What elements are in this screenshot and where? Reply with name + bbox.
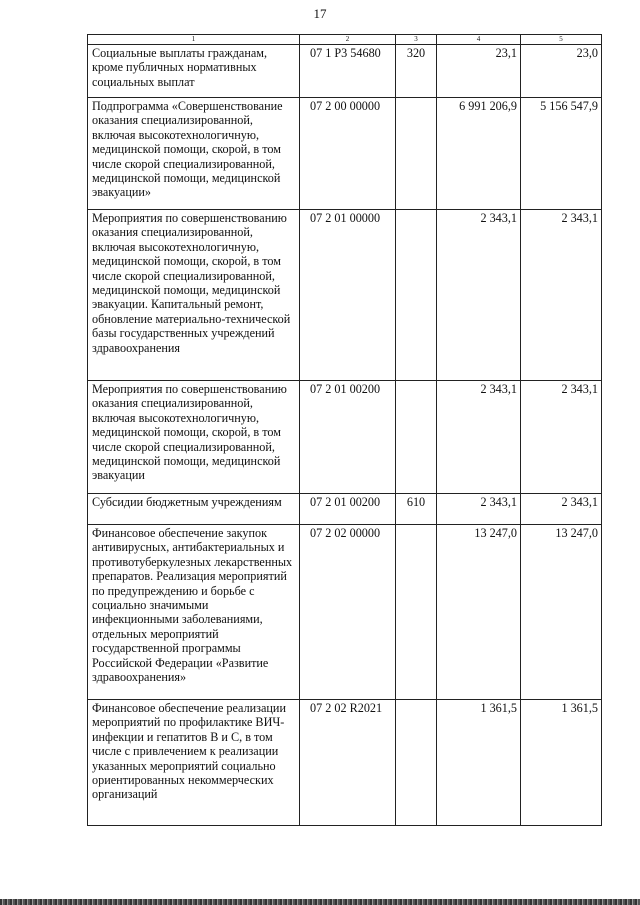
row-name: Финансовое обеспечение закупок антивирусных, антибактериальных и противотуберкулезных лекарственных препаратов. Реализация мероприятий по предупреждению и борьбе с социально значимыми инфекционными заболеваниями, отдельных мероприятий государственной программы Российской Федерации «Развитие здравоохранения» [88,525,300,700]
table-row [88,494,602,525]
row-expense-type: 320 [396,45,437,98]
row-value-1: 2 343,1 [437,494,521,525]
row-value-2: 2 343,1 [521,381,602,494]
header-col-5: 5 [521,35,602,45]
header-col-3: 3 [396,35,437,45]
row-value-2: 5 156 547,9 [521,98,602,210]
row-expense-type: 610 [396,494,437,525]
row-name: Социальные выплаты гражданам, кроме публичных нормативных социальных выплат [88,45,300,98]
budget-table [87,34,602,826]
table-row [88,381,602,494]
row-code: 07 2 01 00000 [300,210,396,381]
table-row [88,700,602,826]
row-value-2: 1 361,5 [521,700,602,826]
row-code: 07 2 01 00200 [300,381,396,494]
row-code: 07 1 P3 54680 [300,45,396,98]
row-name: Субсидии бюджетным учреждениям [88,494,300,525]
scan-edge-artifact [0,899,640,905]
row-expense-type [396,700,437,826]
row-expense-type [396,525,437,700]
table-row [88,525,602,700]
row-value-1: 6 991 206,9 [437,98,521,210]
row-value-2: 13 247,0 [521,525,602,700]
row-code: 07 2 02 00000 [300,525,396,700]
row-code: 07 2 02 R2021 [300,700,396,826]
table-row [88,45,602,98]
page-number: 17 [313,6,327,21]
header-row [88,35,602,45]
row-name: Мероприятия по совершенствованию оказания специализированной, включая высокотехнологичную, медицинской помощи, скорой, в том числе скорой специализированной, медицинской помощи, медицинской эвакуации [88,381,300,494]
row-value-1: 2 343,1 [437,381,521,494]
row-name: Мероприятия по совершенствованию оказания специализированной, включая высокотехнологичную, медицинской помощи, скорой, в том числе скорой специализированной, медицинской помощи, медицинской эвакуации. Капитальный ремонт, обновление материально-технической базы государственных учреждений здравоохранения [88,210,300,381]
row-value-1: 1 361,5 [437,700,521,826]
row-name: Подпрограмма «Совершенствование оказания специализированной, включая высокотехнологичную, медицинской помощи, скорой, в том числе скорой специализированной, медицинской помощи, медицинской эвакуации» [88,98,300,210]
table-row [88,98,602,210]
row-code: 07 2 01 00200 [300,494,396,525]
header-col-2: 2 [300,35,396,45]
row-value-2: 23,0 [521,45,602,98]
row-expense-type [396,381,437,494]
table-row [88,210,602,381]
header-col-4: 4 [437,35,521,45]
row-expense-type [396,210,437,381]
row-value-1: 13 247,0 [437,525,521,700]
row-value-1: 23,1 [437,45,521,98]
row-value-2: 2 343,1 [521,494,602,525]
header-col-1: 1 [88,35,300,45]
row-name: Финансовое обеспечение реализации мероприятий по профилактике ВИЧ-инфекции и гепатитов В и С, в том числе с привлечением к реализации указанных мероприятий социально ориентированных некоммерческих организаций [88,700,300,826]
row-expense-type [396,98,437,210]
row-value-2: 2 343,1 [521,210,602,381]
row-value-1: 2 343,1 [437,210,521,381]
row-code: 07 2 00 00000 [300,98,396,210]
